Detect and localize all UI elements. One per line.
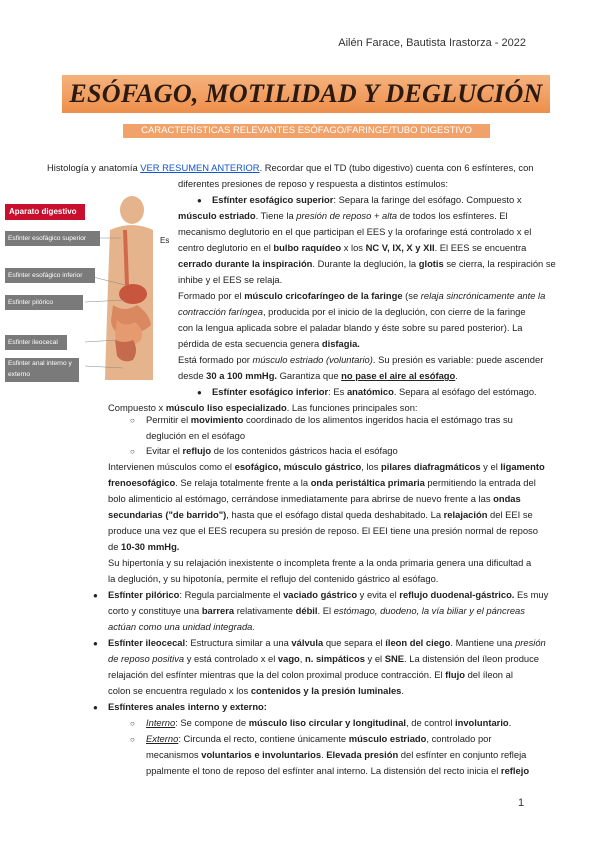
body-text: Evitar el reflujo de los contenidos gástricos hacia el esófago	[146, 445, 398, 456]
body-text: frenoesofágico. Se relaja totalmente frente a la onda peristáltica primaria permitiendo la entrada del	[108, 477, 536, 488]
body-text: inhibe y el EES se relaja.	[178, 274, 283, 285]
body-text: Interno: Se compone de músculo liso circular y longitudinal, de control involuntario.	[146, 717, 512, 728]
figure-title: Aparato digestivo	[5, 204, 85, 220]
digestive-system-figure	[5, 190, 170, 380]
body-text: Esfínter pilórico: Regula parcialmente el vaciado gástrico y evita el reflujo duodenal-gástrico. Es muy	[108, 589, 549, 600]
bullet: ●	[93, 639, 98, 648]
bullet: ●	[197, 196, 202, 205]
label-anal: Esfinter anal interno y externo	[5, 358, 79, 382]
label-eei: Esfinter esofágico inferior	[5, 268, 95, 283]
section-subtitle: CARACTERÍSTICAS RELEVANTES ESÓFAGO/FARINGE/TUBO DIGESTIVO	[123, 124, 490, 138]
authors-header: Ailén Farace, Bautista Irastorza - 2022	[338, 37, 526, 49]
label-ileocecal: Esfinter ileocecal	[5, 335, 67, 350]
body-text: músculo estriado. Tiene la presión de reposo + alta de todos los esfínteres. El	[178, 210, 508, 221]
body-text: cerrado durante la inspiración. Durante la deglución, la glotis se cierra, la respiración se	[178, 258, 556, 269]
body-text: desde 30 a 100 mmHg. Garantiza que no pase el aire al esófago.	[178, 370, 458, 381]
body-text: mecanismos voluntarios e involuntarios. Elevada presión del esfínter en conjunto refleja	[146, 749, 527, 760]
body-text: pérdida de esta secuencia genera disfagia.	[178, 338, 360, 349]
body-text: Su hipertonía y su relajación inexistente o incompleta frente a la onda primaria genera una dificultad a	[108, 557, 532, 568]
bullet: ●	[93, 591, 98, 600]
body-text: Esfínter esofágico superior: Separa la faringe del esófago. Compuesto x	[212, 194, 522, 205]
body-text: contracción faríngea, producida por el inicio de la deglución, con cierre de la faringe	[178, 306, 526, 317]
bullet: ●	[93, 703, 98, 712]
body-text: de reposo positiva y está controlado x el vago, n. simpáticos y el SNE. La distensión del íleon produce	[108, 653, 540, 664]
body-text: ppalmente el tono de reposo del esfínter anal interno. La distensión del recto inicia el reflejo	[146, 765, 530, 776]
body-text: Esfínteres anales interno y externo:	[108, 701, 267, 712]
label-pilorico: Esfinter pilórico	[5, 295, 83, 310]
body-text: Está formado por músculo estriado (voluntario). Su presión es variable: puede ascender	[178, 354, 544, 365]
intro-line-2: diferentes presiones de reposo y respuesta a distintos estímulos:	[178, 178, 448, 189]
body-text: de 10-30 mmHg.	[108, 541, 180, 552]
body-text: actúan como una unidad integrada.	[108, 621, 255, 632]
body-text: Compuesto x músculo liso especializado. Las funciones principales son:	[108, 402, 418, 413]
body-text: Permitir el movimiento coordinado de los alimentos ingeridos hacia el estómago tras su	[146, 414, 513, 425]
body-text: relajación del esfínter mientras que la del colon proximal produce contracción. El flujo del íleon al	[108, 669, 513, 680]
body-text: Esfínter esofágico inferior: Es anatómico. Separa al esófago del estómago.	[212, 386, 537, 397]
body-text: bolo alimenticio al estómago, cerrándose inmediatamente para abrirse de nuevo frente a las ondas	[108, 493, 521, 504]
page-number: 1	[518, 797, 525, 809]
label-ees: Esfinter esofágico superior	[5, 231, 100, 246]
resumen-link[interactable]: VER RESUMEN ANTERIOR	[140, 162, 260, 173]
intro-prefix: Histología y anatomía	[47, 162, 141, 173]
body-text: Externo: Circunda el recto, contiene únicamente músculo estriado, controlado por	[146, 733, 492, 744]
page-title: ESÓFAGO, MOTILIDAD Y DEGLUCIÓN	[69, 79, 543, 108]
body-text: mecanismo deglutorio en el que participan el EES y la orofaringe está controlado x el	[178, 226, 532, 237]
body-text: la deglución, y su hipotonía, permite el reflujo del contenido gástrico al esófago.	[108, 573, 439, 584]
intro-line-1	[47, 160, 534, 176]
body-text: colon se encuentra regulado x los contenidos y la presión luminales.	[108, 685, 404, 696]
body-text: con la lengua aplicada sobre el paladar blando y éste sobre su pared posterior). La	[178, 322, 523, 333]
figure-es-label: Es	[160, 236, 170, 245]
sub-bullet: ○	[130, 416, 135, 425]
body-text: deglución en el esófago	[146, 430, 246, 441]
sub-bullet: ○	[130, 447, 135, 456]
body-text: corto y constituye una barrera relativamente débil. El estómago, duodeno, la vía biliar y el páncreas	[108, 605, 525, 616]
sub-bullet: ○	[130, 735, 135, 744]
body-text: centro deglutorio en el bulbo raquídeo x los NC V, IX, X y XII. El EES se encuentra	[178, 242, 527, 253]
body-text: Intervienen músculos como el esofágico, músculo gástrico, los pilares diafragmáticos y el ligamento	[108, 461, 545, 472]
sub-bullet: ○	[130, 719, 135, 728]
body-text: Formado por el músculo cricofaríngeo de la faringe (se relaja sincrónicamente ante la	[178, 290, 546, 301]
intro-rest: . Recordar que el TD (tubo digestivo) cuenta con 6 esfínteres, con	[259, 162, 534, 173]
body-text: Esfínter ileocecal: Estructura similar a una válvula que separa el íleon del ciego. Mantiene una presión	[108, 637, 546, 648]
body-text: produce una vez que el EES recupera su presión de reposo. El EEI tiene una presión normal de reposo	[108, 525, 538, 536]
bullet: ●	[197, 388, 202, 397]
body-text: secundarias ("de barrido"), hasta que el esófago distal queda deshabitado. La relajación del EEI se	[108, 509, 533, 520]
